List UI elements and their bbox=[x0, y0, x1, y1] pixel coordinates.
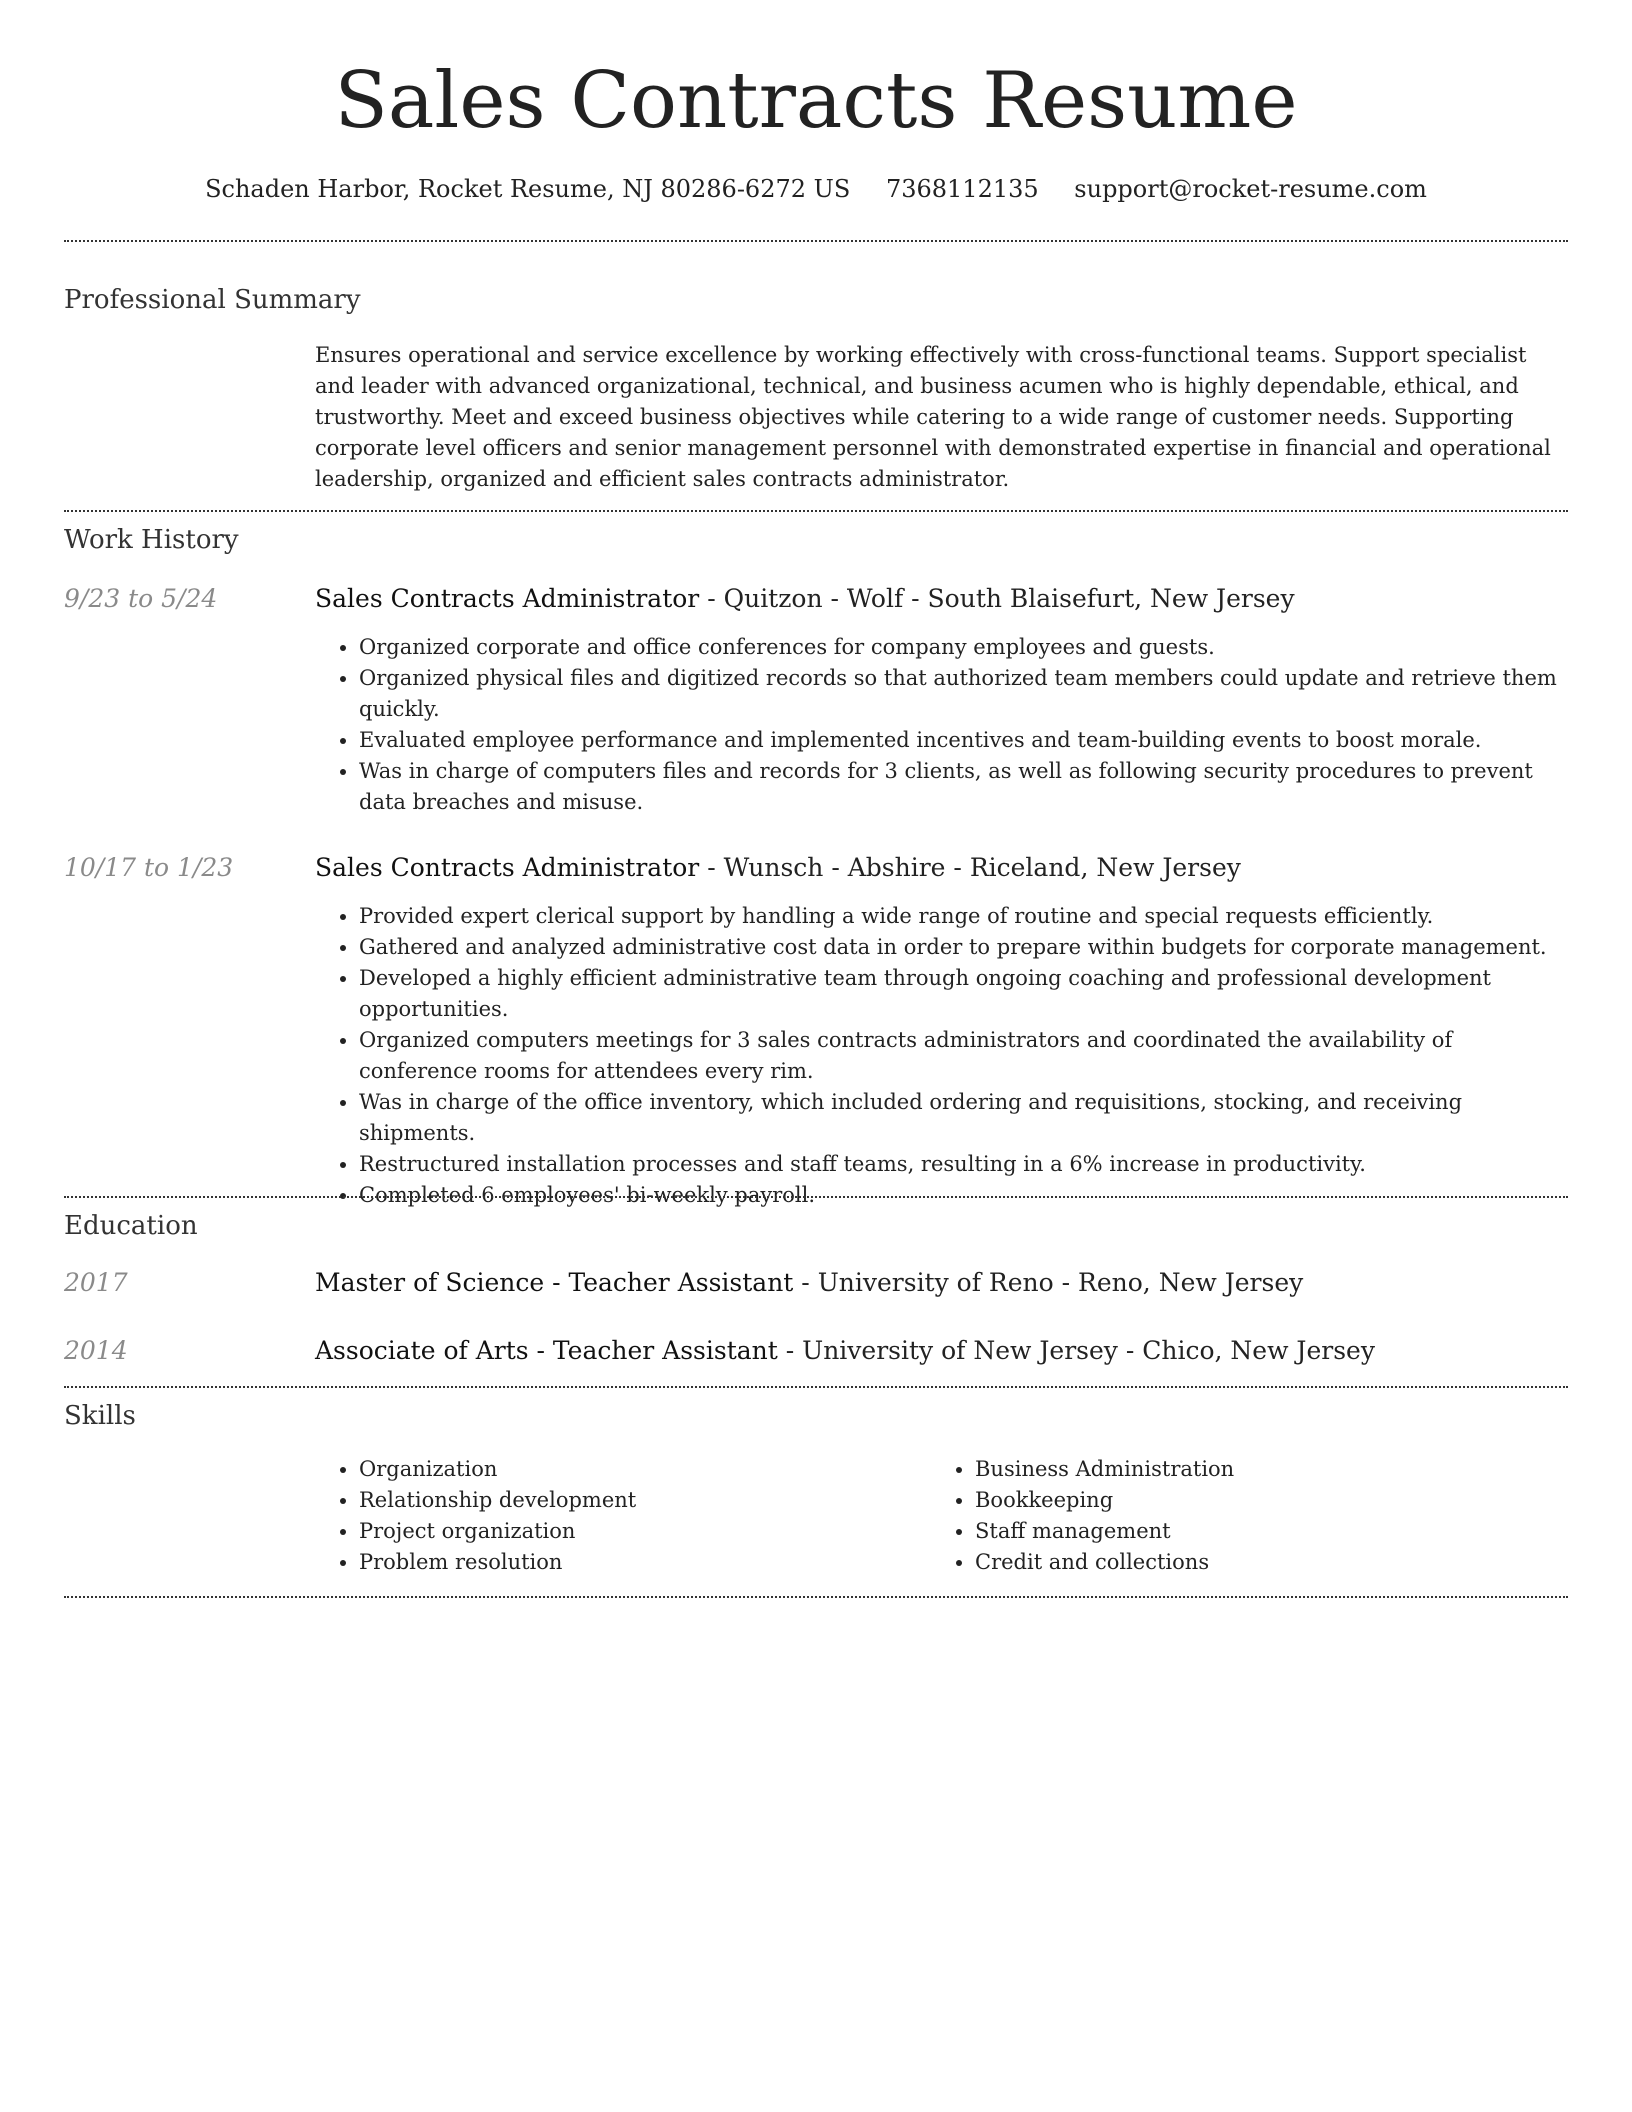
education-entry bbox=[315, 1334, 1375, 1368]
divider bbox=[64, 510, 1568, 512]
skill-item: • Project organization bbox=[359, 1516, 875, 1547]
job-dates: 10/17 to 1/23 bbox=[64, 853, 234, 882]
resume-title: Sales Contracts Resume bbox=[334, 56, 1298, 146]
skills-heading: Skills bbox=[64, 1401, 136, 1431]
list-item: • Developed a highly efficient administrative team through ongoing coaching and professional development opportunities. bbox=[359, 963, 1568, 1025]
job-details: - Wunsch - Abshire - Riceland, New Jersey bbox=[699, 853, 1241, 882]
education-details: - University of New Jersey - Chico, New Jersey bbox=[777, 1336, 1375, 1365]
job-dates: 9/23 to 5/24 bbox=[64, 584, 218, 613]
skill-item: • Organization bbox=[359, 1454, 875, 1485]
list-item: • Gathered and analyzed administrative cost data in order to prepare within budgets for corporate management. bbox=[359, 932, 1568, 963]
skill-item: • Staff management bbox=[975, 1516, 1491, 1547]
job-title bbox=[315, 582, 1295, 616]
job-bullets bbox=[315, 901, 1568, 1211]
contact-email: support@rocket-resume.com bbox=[1074, 175, 1427, 203]
skill-item: • Relationship development bbox=[359, 1485, 875, 1516]
summary-block bbox=[315, 340, 1568, 495]
skill-item: • Credit and collections bbox=[975, 1547, 1491, 1578]
education-heading: Education bbox=[64, 1211, 198, 1241]
skills-list-left bbox=[315, 1454, 875, 1578]
job-position: Sales Contracts Administrator bbox=[315, 584, 700, 613]
summary-heading: Professional Summary bbox=[64, 285, 361, 315]
skill-item: • Business Administration bbox=[975, 1454, 1491, 1485]
contact-address: Schaden Harbor, Rocket Resume, NJ 80286-6272 US bbox=[205, 175, 851, 203]
education-degree: Master of Science - Teacher Assistant bbox=[315, 1268, 794, 1297]
list-item: • Restructured installation processes and staff teams, resulting in a 6% increase in productivity. bbox=[359, 1149, 1568, 1180]
contact-line bbox=[64, 172, 1568, 206]
contact-phone: 7368112135 bbox=[885, 175, 1039, 203]
job-position: Sales Contracts Administrator bbox=[315, 853, 700, 882]
education-degree: Associate of Arts - Teacher Assistant bbox=[315, 1336, 778, 1365]
education-year: 2017 bbox=[64, 1268, 128, 1297]
job-details: - Quitzon - Wolf - South Blaisefurt, New Jersey bbox=[699, 584, 1295, 613]
work-history-heading: Work History bbox=[64, 525, 239, 555]
divider bbox=[64, 240, 1568, 242]
list-item: • Was in charge of the office inventory, which included ordering and requisitions, stocking, and receiving shipments. bbox=[359, 1087, 1568, 1149]
divider bbox=[64, 1386, 1568, 1388]
list-item: • Evaluated employee performance and implemented incentives and team-building events to boost morale. bbox=[359, 725, 1568, 756]
list-item: • Organized corporate and office conferences for company employees and guests. bbox=[359, 632, 1568, 663]
job-bullets bbox=[315, 632, 1568, 818]
list-item: • Provided expert clerical support by handling a wide range of routine and special requests efficiently. bbox=[359, 901, 1568, 932]
skill-item: • Bookkeeping bbox=[975, 1485, 1491, 1516]
list-item: • Organized computers meetings for 3 sales contracts administrators and coordinated the availability of conference rooms for attendees every rim. bbox=[359, 1025, 1568, 1087]
education-details: - University of Reno - Reno, New Jersey bbox=[793, 1268, 1304, 1297]
job-title bbox=[315, 851, 1241, 885]
list-item: • Was in charge of computers files and records for 3 clients, as well as following security procedures to prevent data breaches and misuse. bbox=[359, 756, 1568, 818]
divider bbox=[64, 1596, 1568, 1598]
skills-list-right bbox=[931, 1454, 1491, 1578]
skill-item: • Problem resolution bbox=[359, 1547, 875, 1578]
list-item: • Organized physical files and digitized records so that authorized team members could update and retrieve them quickly. bbox=[359, 663, 1568, 725]
list-item: • Completed 6 employees' bi-weekly payroll. bbox=[359, 1180, 1568, 1211]
divider bbox=[64, 1196, 1568, 1198]
education-entry bbox=[315, 1266, 1303, 1300]
education-year: 2014 bbox=[64, 1336, 128, 1365]
summary-text: Ensures operational and service excellence by working effectively with cross-functional teams. Support specialist and leader with advanced organizational, technical, and business acumen who is highly dependable, ethical, and trustworthy. Meet and exceed business objectives while catering to a wide range of customer needs. Supporting corporate level officers and senior management personnel with demonstrated expertise in financial and operational leadership, organized and efficient sales contracts administrator. bbox=[315, 343, 1551, 491]
